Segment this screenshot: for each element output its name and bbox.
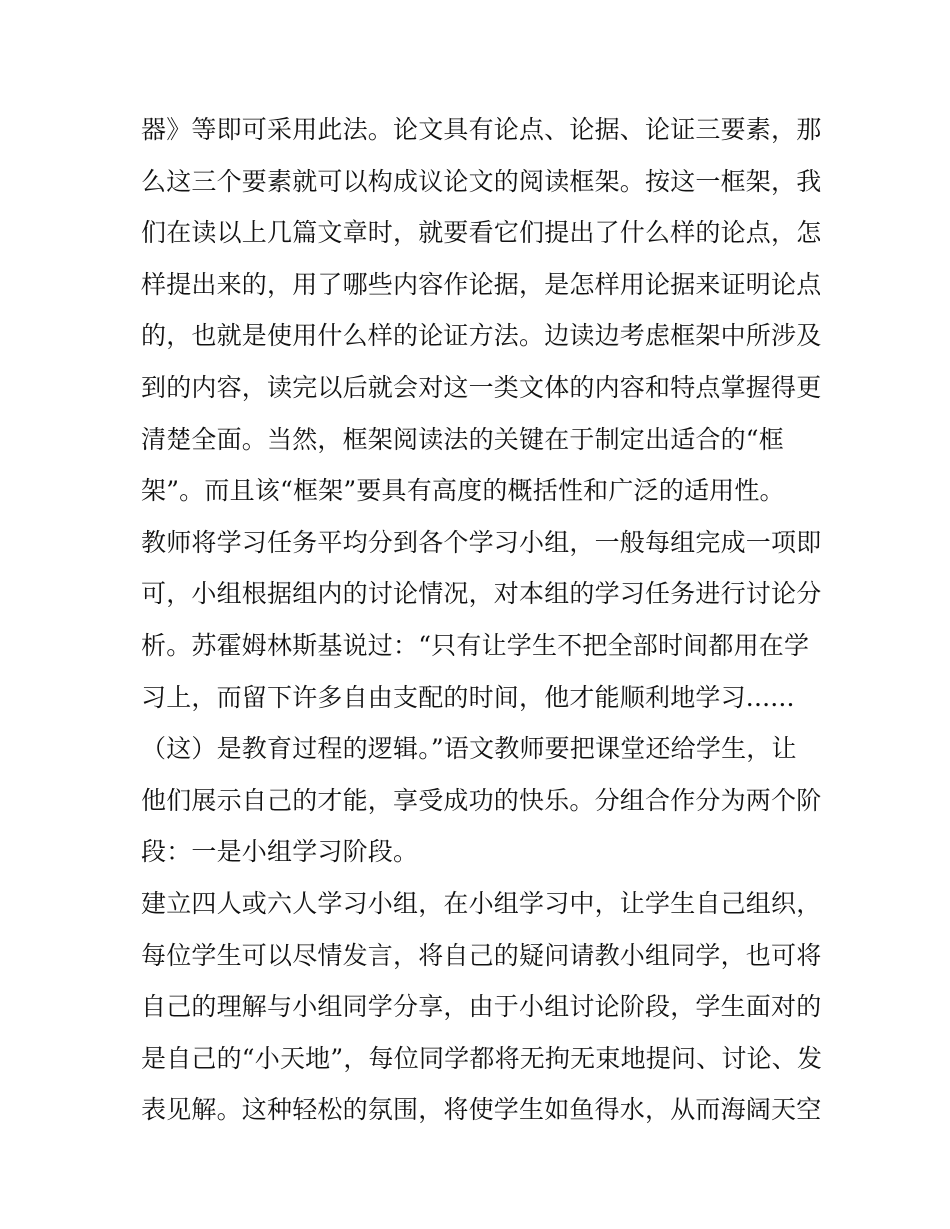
text-line: 架”。而且该“框架”要具有高度的概括性和广泛的适用性。: [141, 476, 785, 506]
text-line: 教师将学习任务平均分到各个学习小组，一般每组完成一项即: [141, 527, 822, 557]
text-line: 是自己的“小天地”，每位同学都将无拘无束地提问、讨论、发: [141, 1043, 823, 1073]
text-line: 到的内容，读完以后就会对这一类文体的内容和特点掌握得更: [141, 372, 822, 402]
text-line: 析。苏霍姆林斯基说过：“只有让学生不把全部时间都用在学: [141, 630, 810, 660]
text-line: 段：一是小组学习阶段。: [141, 837, 419, 867]
text-line: 样提出来的，用了哪些内容作论据，是怎样用论据来证明论点: [141, 269, 822, 299]
text-line: 他们展示自己的才能，享受成功的快乐。分组合作分为两个阶: [141, 785, 822, 815]
text-line: （这）是教育过程的逻辑。”语文教师要把课堂还给学生，让: [141, 734, 797, 764]
text-line: 们在读以上几篇文章时，就要看它们提出了什么样的论点，怎: [141, 218, 822, 248]
text-line: 可，小组根据组内的讨论情况，对本组的学习任务进行讨论分: [141, 579, 822, 609]
text-line: 习上，而留下许多自由支配的时间，他才能顺利地学习......: [141, 682, 795, 712]
text-line: 么这三个要素就可以构成议论文的阅读框架。按这一框架，我: [141, 166, 822, 196]
text-line: 建立四人或六人学习小组，在小组学习中，让学生自己组织，: [141, 888, 822, 918]
text-line: 器》等即可采用此法。论文具有论点、论据、论证三要素，那: [141, 115, 822, 144]
text-line: 自己的理解与小组同学分享，由于小组讨论阶段，学生面对的: [141, 992, 822, 1022]
body-text: [141, 104, 821, 1136]
text-line: 的，也就是使用什么样的论证方法。边读边考虑框架中所涉及: [141, 321, 822, 351]
text-line: 每位学生可以尽情发言，将自己的疑问请教小组同学，也可将: [141, 940, 822, 970]
text-line: 表见解。这种轻松的氛围，将使学生如鱼得水，从而海阔天空: [141, 1095, 822, 1125]
text-line: 清楚全面。当然，框架阅读法的关键在于制定出适合的“框: [141, 424, 784, 454]
